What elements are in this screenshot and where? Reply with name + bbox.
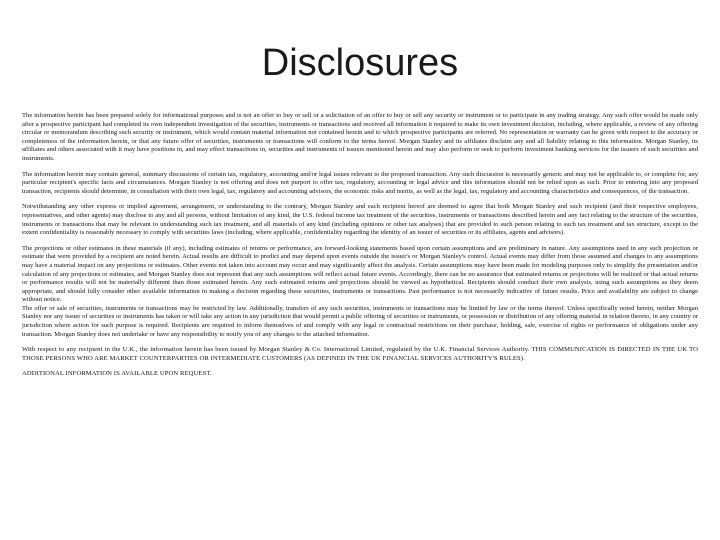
disclosure-paragraph-offer: The information herein has been prepared solely for informational purposes and is not an offer to buy or sell or a solicitation of an offer to buy or sell any security or instrument or to participate in any trading strategy. Any such offer would be made only after a prospective participant had completed its own independent investigation of the securities, instruments or transactions and received all information it required to make its own investment decision, including, where applicable, a review of any offering circular or memorandum describing such security or instrument, which would contain material information not contained herein and to which prospective participants are referred. No representation or warranty can be given with respect to the accuracy or completeness of the information herein, or that any future offer of securities, instruments or transactions will conform to the terms hereof. Morgan Stanley and its affiliates disclaim any and all liability relating to this information. Morgan Stanley, its affiliates and others associated with it may have positions in, and may effect transactions in, securities and instruments of issuers mentioned herein and may also perform or seek to perform investment banking services for the issuers of such securities and instruments.	[22, 112, 698, 162]
page-title: Disclosures	[261, 42, 459, 84]
disclosure-paragraph-uk: With respect to any recipient in the U.K., the information herein has been issued by Morgan Stanley & Co. International Limited, regulated by the U.K. Financial Services Authority. THIS COMMUNICATION IS DIRECTED IN THE UK TO THOSE PERSONS WHO ARE MARKET COUNTERPARTIES OR INTERMEDIATE CUSTOMERS (AS DEFINED IN THE UK FINANCIAL SERVICES AUTHORITY'S RULES).	[22, 346, 698, 362]
disclosure-body	[22, 112, 698, 386]
disclosure-paragraph-restrictions: The offer or sale of securities, instruments or transactions may be restricted by law. Additionally, transfers of any such securities, instruments or transactions may be limited by law or the terms thereof. Unless specifically noted herein, neither Morgan Stanley nor any issuer of securities or instruments has taken or will take any action in any jurisdiction that would permit a public offering of securities or instruments, or possession or distribution of any offering material in relation thereto, in any country or jurisdiction where action for such purpose is required. Recipients are required to inform themselves of and comply with any legal or contractual restrictions on their purchase, holding, sale, exercise of rights or performance of obligations under any transaction. Morgan Stanley does not undertake or have any responsibility to notify you of any changes to the attached information.	[22, 304, 698, 338]
disclosure-paragraph-tax-advice: The information herein may contain general, summary discussions of certain tax, regulatory, accounting and/or legal issues relevant to the proposed transaction. Any such discussion is necessarily generic and may not be applicable to, or complete for, any particular recipient's specific facts and circumstances. Morgan Stanley is not offering and does not purport to offer tax, regulatory, accounting or legal advice and this information should not be relied upon as such. Prior to entering into any proposed transaction, recipients should determine, in consultation with their own legal, tax, regulatory and accounting advisors, the economic risks and merits, as well as the legal, tax, regulatory and accounting characteristics and consequences, of the transaction.	[22, 170, 698, 195]
disclosure-paragraph-tax-treatment: Notwithstanding any other express or implied agreement, arrangement, or understanding to the contrary, Morgan Stanley and each recipient hereof are deemed to agree that both Morgan Stanley and such recipient (and their respective employees, representatives, and other agents) may disclose to any and all persons, without limitation of any kind, the U.S. federal income tax treatment of the securities, instruments or transactions described herein and any fact relating to the structure of the securities, instruments or transactions that may be relevant to understanding such tax treatment, and all materials of any kind (including opinions or other tax analyses) that are provided to such person relating to such tax treatment and tax structure, except to the extent confidentiality is reasonably necessary to comply with securities laws (including, where applicable, confidentiality regarding the identity of an issuer of securities or its affiliates, agents and advisors).	[22, 203, 698, 237]
disclosure-paragraph-projections: The projections or other estimates in these materials (if any), including estimates of returns or performance, are forward-looking statements based upon certain assumptions and are preliminary in nature. Any assumptions used in any such projection or estimate that were provided by a recipient are noted herein. Actual results are difficult to predict and may depend upon events outside the issuer's or Morgan Stanley's control. Actual events may differ from those assumed and changes to any assumptions may have a material impact on any projections or estimates. Other events not taken into account may occur and may significantly affect the analysis. Certain assumptions may have been made for modeling purposes only to simplify the presentation and/or calculation of any projections or estimates, and Morgan Stanley does not represent that any such assumptions will reflect actual future events. Accordingly, there can be no assurance that estimated returns or projections will be realized or that actual returns or performance results will not be materially different than those estimated herein. Any such estimated returns and projections should be viewed as hypothetical. Recipients should conduct their own analysis, using such assumptions as they deem appropriate, and should fully consider other available information in making a decision regarding these securities, instruments or transactions. Past performance is not necessarily indicative of future results. Price and availability are subject to change without notice.	[22, 244, 698, 304]
disclosure-paragraph-additional-info: ADDITIONAL INFORMATION IS AVAILABLE UPON REQUEST.	[22, 370, 212, 378]
